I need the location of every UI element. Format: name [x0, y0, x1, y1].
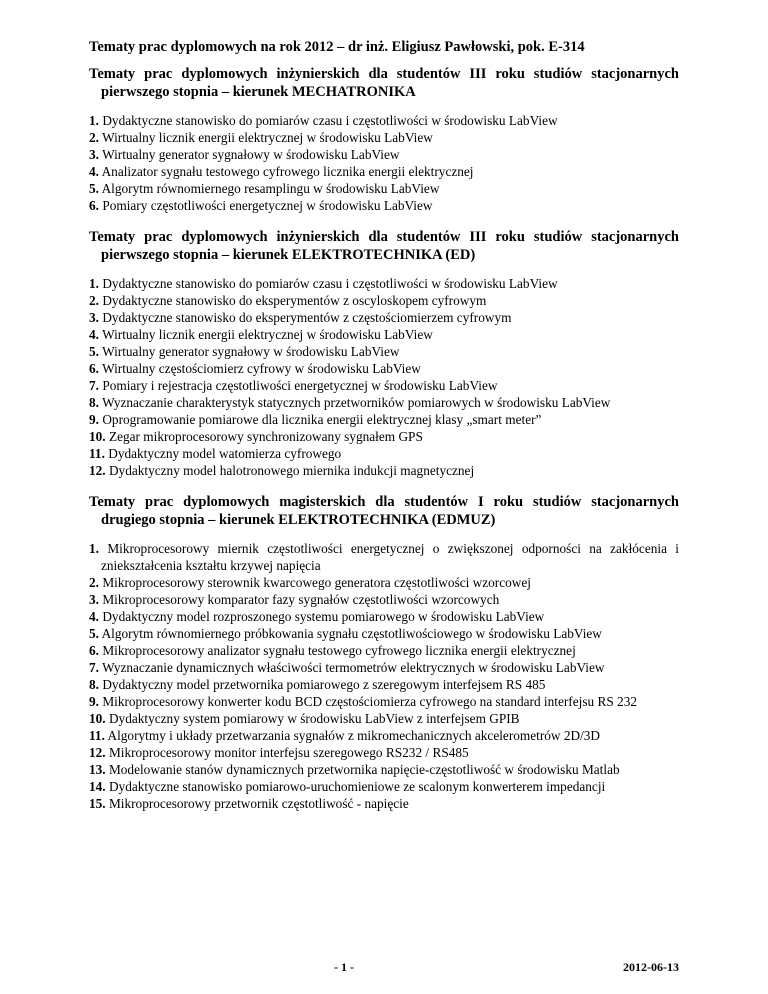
item-number: 8.	[89, 395, 99, 410]
item-number: 6.	[89, 643, 99, 658]
item-number: 5.	[89, 181, 99, 196]
topic-list	[89, 275, 679, 479]
item-number: 6.	[89, 361, 99, 376]
list-item	[89, 625, 679, 642]
topic-section	[89, 65, 679, 214]
item-number: 6.	[89, 198, 99, 213]
item-text: Algorytm równomiernego resamplingu w środowisku LabView	[101, 181, 440, 196]
list-item	[89, 197, 679, 214]
list-item	[89, 377, 679, 394]
item-text: Algorytmy i układy przetwarzania sygnałów z mikromechanicznych akcelerometrów 2D/3D	[107, 728, 601, 743]
item-number: 8.	[89, 677, 99, 692]
item-number: 11.	[89, 728, 105, 743]
document-page	[89, 38, 679, 826]
item-number: 3.	[89, 147, 99, 162]
item-number: 1.	[89, 113, 99, 128]
list-item	[89, 129, 679, 146]
item-number: 3.	[89, 310, 99, 325]
list-item	[89, 574, 679, 591]
list-item	[89, 445, 679, 462]
list-item	[89, 180, 679, 197]
item-text: Dydaktyczne stanowisko do eksperymentów z oscyloskopem cyfrowym	[102, 293, 487, 308]
list-item	[89, 326, 679, 343]
item-text: Modelowanie stanów dynamicznych przetwornika napięcie-częstotliwość w środowisku Matlab	[108, 762, 620, 777]
item-number: 7.	[89, 660, 99, 675]
list-item	[89, 778, 679, 795]
list-item	[89, 591, 679, 608]
item-text: Analizator sygnału testowego cyfrowego licznika energii elektrycznej	[101, 164, 474, 179]
item-number: 12.	[89, 463, 106, 478]
list-item	[89, 744, 679, 761]
list-item	[89, 693, 679, 710]
item-number: 13.	[89, 762, 106, 777]
item-number: 3.	[89, 592, 99, 607]
item-text: Dydaktyczny model watomierza cyfrowego	[108, 446, 342, 461]
item-text: Dydaktyczny model przetwornika pomiarowego z szeregowym interfejsem RS 485	[102, 677, 546, 692]
item-text: Wirtualny licznik energii elektrycznej w środowisku LabView	[102, 130, 433, 145]
item-number: 7.	[89, 378, 99, 393]
document-title: Tematy prac dyplomowych na rok 2012 – dr inż. Eligiusz Pawłowski, pok. E-314	[89, 39, 585, 55]
item-text: Dydaktyczny system pomiarowy w środowisku LabView z interfejsem GPIB	[108, 711, 520, 726]
list-item	[89, 761, 679, 778]
item-number: 1.	[89, 541, 99, 556]
item-text: Mikroprocesorowy sterownik kwarcowego generatora częstotliwości wzorcowej	[102, 575, 531, 590]
item-number: 11.	[89, 446, 105, 461]
topic-section	[89, 228, 679, 479]
item-text: Mikroprocesorowy monitor interfejsu szeregowego RS232 / RS485	[108, 745, 469, 760]
list-item	[89, 112, 679, 129]
item-text: Algorytm równomiernego próbkowania sygnału częstotliwościowego w środowisku LabView	[101, 626, 602, 641]
item-text: Mikroprocesorowy przetwornik częstotliwość - napięcie	[108, 796, 409, 811]
item-text: Mikroprocesorowy konwerter kodu BCD częstościomierza cyfrowego na standard interfejsu RS 232	[102, 694, 637, 709]
section-title: Tematy prac dyplomowych inżynierskich dla studentów III roku studiów stacjonarnych pierwszego stopnia – kierunek ELEKTROTECHNIKA (ED)	[89, 229, 679, 263]
topic-list	[89, 112, 679, 214]
topic-list	[89, 540, 679, 812]
list-item	[89, 309, 679, 326]
item-text: Wirtualny częstościomierz cyfrowy w środowisku LabView	[102, 361, 421, 376]
list-item	[89, 411, 679, 428]
item-text: Mikroprocesorowy komparator fazy sygnałów częstotliwości wzorcowych	[102, 592, 500, 607]
item-text: Dydaktyczny model rozproszonego systemu pomiarowego w środowisku LabView	[102, 609, 545, 624]
list-item	[89, 462, 679, 479]
document-date: 2012-06-13	[623, 960, 679, 974]
list-item	[89, 540, 679, 574]
item-number: 9.	[89, 694, 99, 709]
item-text: Dydaktyczne stanowisko do eksperymentów z częstościomierzem cyfrowym	[102, 310, 512, 325]
item-text: Dydaktyczny model halotronowego miernika indukcji magnetycznej	[108, 463, 475, 478]
item-number: 2.	[89, 293, 99, 308]
item-text: Dydaktyczne stanowisko do pomiarów czasu i częstotliwości w środowisku LabView	[102, 113, 558, 128]
item-text: Pomiary i rejestracja częstotliwości energetycznej w środowisku LabView	[102, 378, 498, 393]
list-item	[89, 608, 679, 625]
item-text: Wirtualny generator sygnałowy w środowisku LabView	[102, 147, 400, 162]
list-item	[89, 394, 679, 411]
sections-container	[89, 65, 679, 812]
item-number: 4.	[89, 327, 99, 342]
item-text: Wirtualny licznik energii elektrycznej w środowisku LabView	[102, 327, 433, 342]
item-number: 5.	[89, 626, 99, 641]
item-number: 4.	[89, 164, 99, 179]
list-item	[89, 676, 679, 693]
item-number: 5.	[89, 344, 99, 359]
list-item	[89, 275, 679, 292]
list-item	[89, 659, 679, 676]
list-item	[89, 428, 679, 445]
item-text: Dydaktyczne stanowisko pomiarowo-uruchomieniowe ze scalonym konwerterem impedancji	[108, 779, 606, 794]
item-number: 10.	[89, 711, 106, 726]
item-number: 9.	[89, 412, 99, 427]
item-number: 2.	[89, 130, 99, 145]
list-item	[89, 343, 679, 360]
item-number: 10.	[89, 429, 106, 444]
list-item	[89, 360, 679, 377]
topic-section	[89, 493, 679, 812]
item-number: 14.	[89, 779, 106, 794]
item-text: Wyznaczanie dynamicznych właściwości termometrów elektrycznych w środowisku LabView	[102, 660, 605, 675]
item-text: Mikroprocesorowy analizator sygnału testowego cyfrowego licznika energii elektrycznej	[102, 643, 576, 658]
list-item	[89, 163, 679, 180]
item-number: 12.	[89, 745, 106, 760]
list-item	[89, 642, 679, 659]
item-text: Zegar mikroprocesorowy synchronizowany sygnałem GPS	[108, 429, 423, 444]
list-item	[89, 710, 679, 727]
item-number: 1.	[89, 276, 99, 291]
item-text: Mikroprocesorowy miernik częstotliwości energetycznej o zwiększonej odporności na zakłócenia i zniekształcenia kształtu krzywej napięcia	[101, 541, 679, 573]
item-number: 2.	[89, 575, 99, 590]
page-number: - 1 -	[334, 960, 354, 974]
item-number: 15.	[89, 796, 106, 811]
item-text: Wirtualny generator sygnałowy w środowisku LabView	[102, 344, 400, 359]
item-text: Dydaktyczne stanowisko do pomiarów czasu i częstotliwości w środowisku LabView	[102, 276, 558, 291]
list-item	[89, 146, 679, 163]
list-item	[89, 795, 679, 812]
section-title: Tematy prac dyplomowych inżynierskich dla studentów III roku studiów stacjonarnych pierwszego stopnia – kierunek MECHATRONIKA	[89, 66, 679, 100]
item-text: Oprogramowanie pomiarowe dla licznika energii elektrycznej klasy „smart meter”	[102, 412, 542, 427]
item-number: 4.	[89, 609, 99, 624]
section-title: Tematy prac dyplomowych magisterskich dla studentów I roku studiów stacjonarnych drugiego stopnia – kierunek ELEKTROTECHNIKA (EDMUZ)	[89, 494, 679, 528]
item-text: Wyznaczanie charakterystyk statycznych przetworników pomiarowych w środowisku LabView	[102, 395, 611, 410]
item-text: Pomiary częstotliwości energetycznej w środowisku LabView	[102, 198, 433, 213]
list-item	[89, 292, 679, 309]
list-item	[89, 727, 679, 744]
